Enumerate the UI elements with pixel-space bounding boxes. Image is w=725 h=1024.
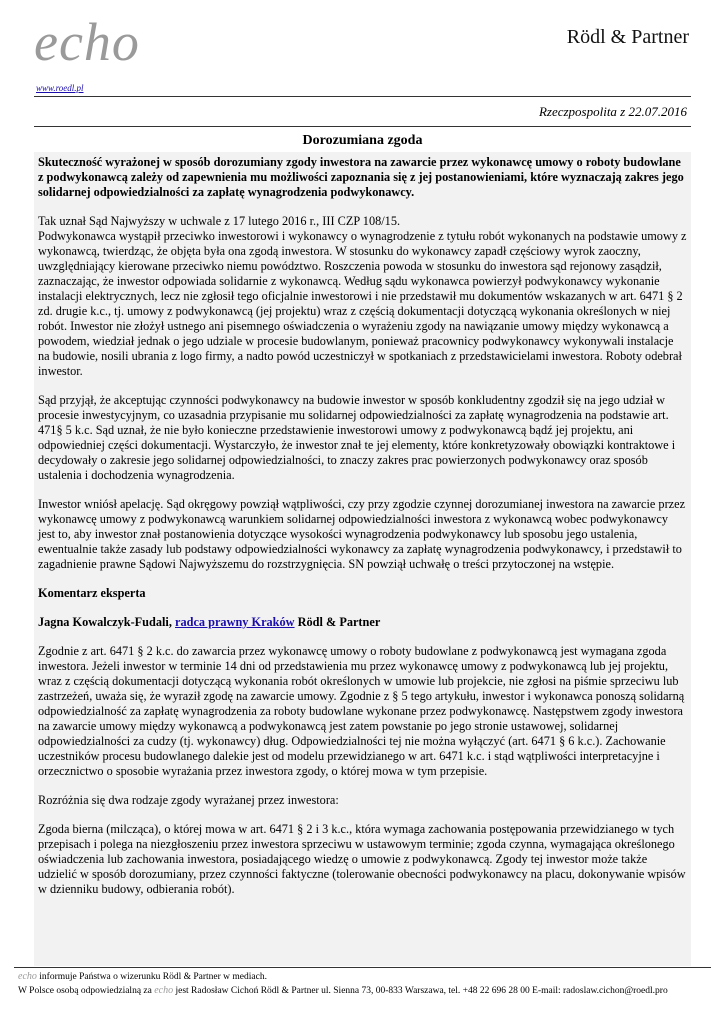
author-name: Jagna Kowalczyk-Fudali,: [38, 615, 172, 629]
footer-divider: [14, 967, 711, 968]
website-link[interactable]: www.roedl.pl: [36, 83, 84, 93]
article-lead: Skuteczność wyrażonej w sposób dorozumiany zgody inwestora na zawarcie przez wykonawcę umowy o roboty budowlane z podwykonawcą zależy od zapewnienia mu możliwości zapoznania się z jej postanowieniami, które wyznaczają zakres jego solidarnej odpowiedzialności za zapłatę wynagrodzenia podwykonawcy.: [38, 155, 684, 199]
paragraph-3: Sąd przyjął, że akceptując czynności podwykonawcy na budowie inwestor w sposób konkludentny zgodził się na jego udział w procesie inwestycyjnym, co uzasadnia przypisanie mu solidarnej odpowiedzialności za zapłatę wynagrodzenia na podstawie art. 471§ 5 k.c. Sąd uznał, że nie było konieczne przedstawienie inwestorowi umowy z podwykonawcą bądź jej projektu, ani odpowiedniej części dokumentacji. Wystarczyło, że inwestor znał te jej elementy, które konkretyzowały obowiązki kontraktowe i decydowały o zakresie jego solidarnej odpowiedzialności, to znaczy zakres prac powierzonych podwykonawcy oraz sposób ustalenia i dochodzenia wynagrodzenia.: [38, 393, 676, 482]
author-line: [38, 615, 687, 630]
brand-logo: Rödl & Partner: [566, 26, 689, 48]
footer: [18, 970, 711, 998]
paragraph-5: Zgodnie z art. 6471 § 2 k.c. do zawarcia przez wykonawcę umowy o roboty budowlane z podwykonawcą jest wymagana zgoda inwestora. Jeżeli inwestor w terminie 14 dni od przedstawienia mu przez wykonawcę umowy z podwykonawcą lub jej projektu, wraz z częścią dokumentacji dotyczącą wykonania robót określonych w umowie lub projekcie, nie zgłosi na piśmie sprzeciwu lub zastrzeżeń, uważa się, że wyraził zgodę na zawarcie umowy. Zgodnie z § 5 tego artykułu, inwestor i wykonawca ponoszą solidarną odpowiedzialność za zapłatę wynagrodzenia za roboty budowlane wykonane przez podwykonawcę. Następstwem zgody inwestora na zawarcie umowy między wykonawcą a podwykonawcą jest zatem powstanie po jego stronie ustawowej, solidarnej odpowiedzialności za cudzy (tj. wykonawcy) dług. Odpowiedzialności tej nie można wyłączyć (art. 6471 § 6 k.c.). Zachowanie uczestników procesu budowlanego dalekie jest od modelu przewidzianego w art. 6471 k.c. i stąd wątpliwości interpretacyjne i orzecznictwo o sposobie wyrażania przez inwestora zgody, o której mowa w tym przepisie.: [38, 644, 685, 778]
footer-line-2-pre: W Polsce osobą odpowiedzialną za: [18, 986, 152, 996]
title-divider: [34, 126, 691, 127]
echo-logo: echo: [34, 12, 140, 72]
paragraph-1: Tak uznał Sąd Najwyższy w uchwale z 17 lutego 2016 r., III CZP 108/15.: [38, 214, 401, 228]
footer-line-2-post: jest Radosław Cichoń Rödl & Partner ul. Sienna 73, 00-833 Warszawa, tel. +48 22 696 28 00 E-mail: radoslaw.cichon@roedl.pro: [175, 986, 668, 996]
footer-echo-1: echo: [18, 971, 37, 982]
paragraph-2: Podwykonawca wystąpił przeciwko inwestorowi i wykonawcy o wynagrodzenie z tytułu robót wykonanych na podstawie umowy z wykonawcą, twierdząc, że objęta była ona zgodą inwestora. W stosunku do wykonawcy zapadł częściowy wyrok zaoczny, uwzględniający kierowane przeciwko niemu powództwo. Roszczenia powoda w stosunku do inwestora sąd rejonowy zasądził, zaznaczając, że inwestor odpowiada solidarnie z wykonawcą. Według sądu wykonawca powierzył podwykonawcy wykonanie instalacji elektrycznych, lecz nie zgłosił tego oficjalnie inwestorowi i nie przedstawił mu dokumentów wskazanych w art. 6471 § 2 zd. drugie k.c., tj. umowy z podwykonawcą (jej projektu) wraz z częścią dokumentacji dotyczącą wykonania określonych w niej robót. Inwestor nie złożył ustnego ani pisemnego oświadczenia o wyrażeniu zgody na nawiązanie umowy między wykonawcą a powodem, wiedział jednak o jego udziale w procesie budowlanym, ponieważ pracownicy podwykonawcy wykonywali instalacje na budowie, nosili ubrania z logo firmy, a nadto powód uczestniczył w spotkaniach z przedstawicielami inwestora. Roboty odebrał inwestor.: [38, 229, 687, 378]
paragraph-7: Zgoda bierna (milcząca), o której mowa w art. 6471 § 2 i 3 k.c., która wymaga zachowania postępowania przewidzianego w tych przepisach i polega na niezgłoszeniu przez inwestora sprzeciwu w ustawowym terminie; zgoda czynna, wymagająca określonego oświadczenia lub zachowania inwestora, posiadającego wiedzę o umowie z podwykonawcą. Zgody tej inwestor może także udzielić w sposób dorozumiany, przez czynności faktyczne (tolerowanie obecności podwykonawcy na placu, dokonywanie wpisów w dzienniku budowy, odbierania robót).: [38, 822, 686, 896]
article-title: Dorozumiana zgoda: [302, 133, 423, 148]
comment-heading: Komentarz eksperta: [38, 586, 146, 600]
footer-echo-2: echo: [154, 985, 174, 996]
article-body: [34, 152, 691, 966]
header-divider: [34, 96, 691, 97]
paragraph-4: Inwestor wniósł apelację. Sąd okręgowy powziął wątpliwości, czy przy zgodzie czynnej dorozumianej inwestora na zawarcie przez wykonawcę umowy z podwykonawcą warunkiem solidarnej odpowiedzialności inwestora z wykonawcą wobec podwykonawcy jest to, aby inwestor znał postanowienia dotyczące wysokości wynagrodzenia podwykonawcy lub sposobu jego ustalenia, ewentualnie także zasady lub podstawy odpowiedzialności wykonawcy za zapłatę wynagrodzenia podwykonawcy, i przedstawił to zagadnienie prawne Sądowi Najwyższemu do rozstrzygnięcia. SN powziął uchwałę o treści przytoczonej na wstępie.: [38, 497, 686, 571]
footer-line-1-text: informuje Państwa o wizerunku Rödl & Partner w mediach.: [39, 972, 267, 982]
paragraph-6: Rozróżnia się dwa rodzaje zgody wyrażanej przez inwestora:: [38, 793, 339, 807]
footer-line-2: [18, 984, 711, 998]
author-firm: Rödl & Partner: [297, 615, 381, 629]
footer-line-1: [18, 970, 711, 984]
source-date: Rzeczpospolita z 22.07.2016: [538, 104, 687, 119]
author-role-link[interactable]: radca prawny Kraków: [175, 615, 295, 629]
